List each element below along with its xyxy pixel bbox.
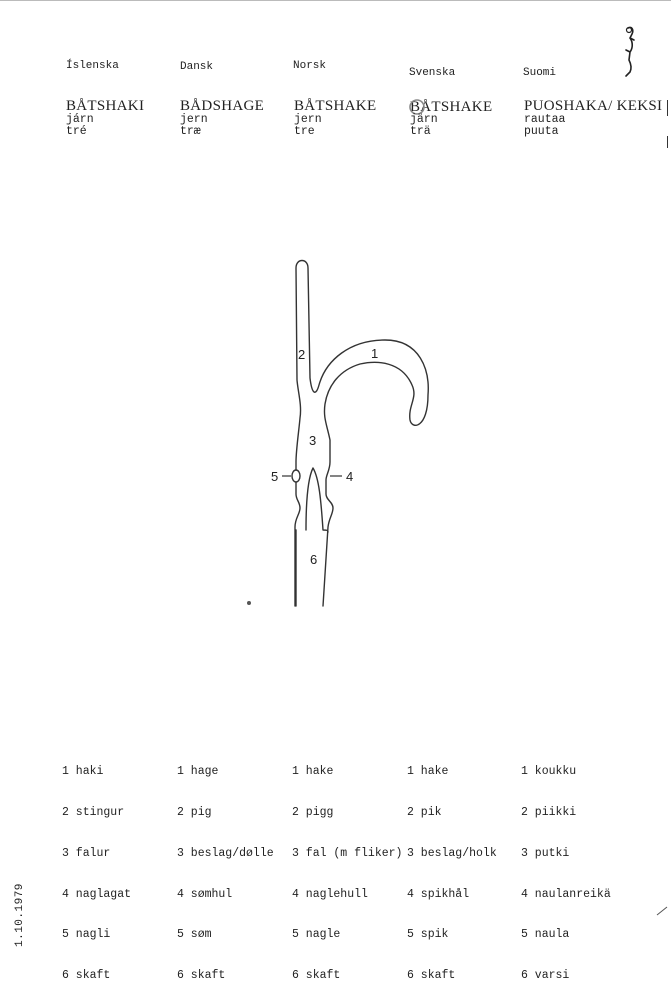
label-2: 2 [298,347,306,362]
label-6: 6 [310,552,318,567]
list-item: 6 skaft [177,969,226,983]
list-item: 5 naula [521,928,570,942]
list-item: 4 sømhul [177,887,233,901]
list-item: 3 beslag/dølle [177,846,274,860]
lang-danish: Dansk [180,61,214,73]
label-3: 3 [309,433,317,448]
list-item: 1 hake [407,765,449,779]
list-item: 3 putki [521,846,570,860]
parts-list-finnish [521,738,611,996]
ferrule-inner [306,468,328,532]
list-item: 3 falur [62,846,111,860]
list-item: 4 spikhål [407,887,470,901]
ink-mark-icon [247,601,251,605]
material-iron: järn [410,113,438,126]
material-wood: trä [410,125,431,138]
material-wood: tré [66,125,87,138]
nail-icon [292,470,300,482]
list-item: 2 stingur [62,805,125,819]
list-item: 6 skaft [407,969,456,983]
corner-mark-icon [655,905,669,917]
lang-norwegian: Norsk [293,60,327,72]
lang-icelandic: Íslenska [66,60,119,72]
lang-finnish: Suomi [523,67,557,79]
list-item: 2 piikki [521,805,577,819]
material-iron: jern [294,113,322,126]
list-item: 3 beslag/holk [407,846,497,860]
list-item: 6 skaft [62,969,111,983]
label-1: 1 [371,346,379,361]
label-4: 4 [346,469,354,484]
term-danish: BÅDSHAGE [180,98,265,114]
material-iron: rautaa [524,113,566,126]
list-item: 5 spik [407,928,449,942]
list-item: 2 pigg [292,805,334,819]
parts-list-swedish [407,738,497,996]
lang-swedish: Svenska [409,67,456,79]
parts-list-icelandic [62,738,131,996]
term-swedish: BÅTSHAKE [410,99,493,115]
list-item: 4 naglehull [292,887,368,901]
list-item: 6 varsi [521,969,570,983]
list-item: 1 haki [62,765,104,779]
list-item: 2 pig [177,805,212,819]
document-date: 1.10.1979 [14,883,26,947]
term-icelandic: BÅTSHAKI [66,98,145,114]
parts-list-danish [177,738,274,996]
label-5: 5 [271,469,279,484]
material-wood: puuta [524,125,559,138]
list-item: 1 koukku [521,765,577,779]
term-norwegian: BÅTSHAKE [294,98,377,114]
material-iron: járn [66,113,94,126]
list-item: 6 skaft [292,969,341,983]
material-iron: jern [180,113,208,126]
list-item: 2 pik [407,805,442,819]
list-item: 4 naulanreikä [521,887,611,901]
parts-list-norwegian [292,738,402,996]
list-item: 1 hage [177,765,219,779]
list-item: 5 nagle [292,928,341,942]
material-wood: tre [294,125,315,138]
term-finnish: PUOSHAKA/ KEKSI [524,98,663,114]
list-item: 1 hake [292,765,334,779]
list-item: 5 nagli [62,928,111,942]
list-item: 5 søm [177,928,212,942]
material-wood: træ [180,125,201,138]
list-item: 3 fal (m fliker) [292,846,403,860]
list-item: 4 naglagat [62,887,132,901]
